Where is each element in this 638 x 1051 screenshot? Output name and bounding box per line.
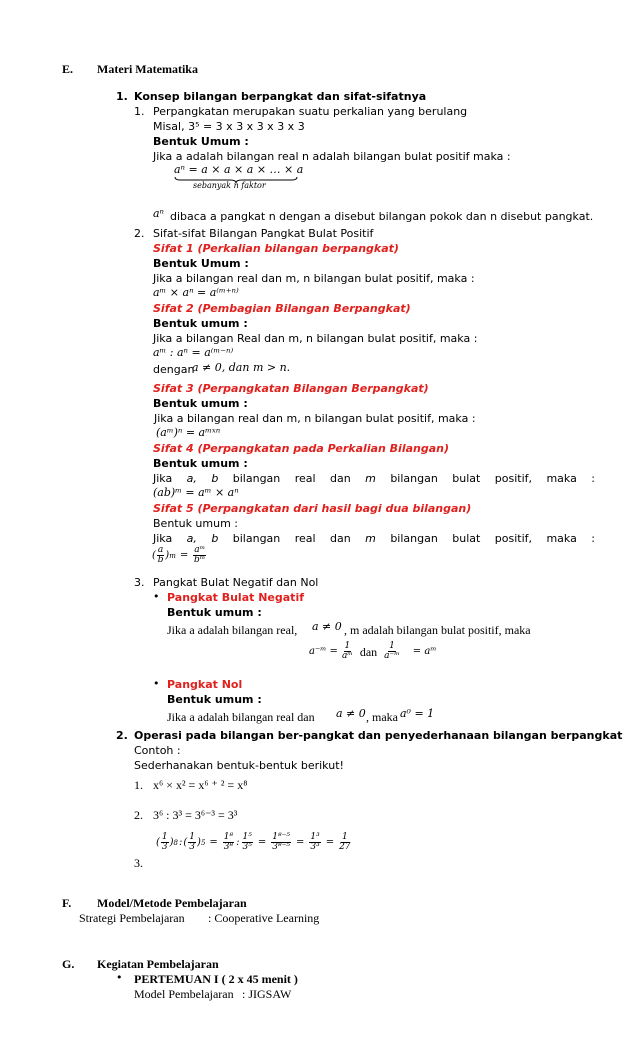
colon: : bbox=[236, 836, 240, 848]
colon: : bbox=[179, 836, 183, 848]
section-e-title: Materi Matematika bbox=[97, 62, 198, 76]
formula-rhs: = aᵐ bbox=[412, 645, 437, 657]
frac-den: bᵐ bbox=[194, 555, 206, 566]
word: positif, bbox=[494, 532, 533, 545]
item2-number: 2. bbox=[116, 729, 128, 742]
section-g-title: Kegiatan Pembelajaran bbox=[97, 957, 219, 971]
nol-formula: a⁰ = 1 bbox=[400, 707, 435, 720]
sub3-number: 3. bbox=[134, 576, 145, 589]
formula-lhs: a⁻ᵐ = bbox=[309, 645, 338, 657]
word: bilangan bbox=[390, 472, 438, 485]
word: bilangan bbox=[390, 532, 438, 545]
sub2-text: Sifat-sifat Bilangan Pangkat Bulat Positif bbox=[153, 227, 374, 240]
word: bilangan bbox=[232, 532, 281, 545]
bullet-icon: • bbox=[153, 677, 160, 690]
sifat3-desc: Jika a bilangan real dan m, n bilangan bulat positif, maka : bbox=[154, 412, 476, 425]
section-f-title: Model/Metode Pembelajaran bbox=[97, 896, 247, 910]
word: a, bbox=[186, 532, 197, 545]
frac-den: 3 bbox=[161, 842, 168, 853]
sifat5-bentuk-umum: Bentuk umum : bbox=[153, 517, 239, 530]
frac-num: 1⁸ bbox=[223, 832, 234, 842]
frac-den: aᵐ bbox=[341, 651, 353, 662]
ex3-formula: ( $\frac{1}{3}$ ) 8 : ( $\frac{1}{3}$ ) 5 = $\frac{\text{1⁸}}{\text{3⁸}}$ : $\frac{\text{1⁵}}{\text{3⁵}}$ = $\frac{\text{1⁸⁻⁵}}{\text{3⁸⁻⁵}}$ = $\frac{\text{1³}}{\text{3³}}$ = $\frac{1}{27}$ bbox=[156, 832, 351, 853]
bullet-icon: • bbox=[153, 590, 160, 603]
item1-title: Konsep bilangan berpangkat dan sifat-sifatnya bbox=[134, 90, 427, 103]
frac-num: 1³ bbox=[310, 832, 320, 842]
sub1-bentuk-umum: Bentuk Umum : bbox=[153, 135, 249, 148]
negatif-bentuk-umum: Bentuk umum : bbox=[167, 606, 262, 619]
nol-bentuk-umum: Bentuk umum : bbox=[167, 693, 262, 706]
sifat5-desc bbox=[153, 533, 595, 544]
sub1-text: Perpangkatan merupakan suatu perkalian yang berulang bbox=[153, 105, 468, 118]
frac-num: 1 bbox=[189, 832, 196, 842]
model-label: Model Pembelajaran bbox=[134, 987, 234, 1001]
frac-den: 3⁸⁻⁵ bbox=[272, 842, 290, 853]
section-f-letter: F. bbox=[62, 896, 72, 910]
nol-desc-a: Jika a adalah bilangan real dan bbox=[167, 710, 315, 724]
equals: = bbox=[209, 836, 218, 848]
word: : bbox=[591, 472, 595, 485]
sub1-formula: aⁿ = a × a × a × … × a bbox=[174, 163, 304, 176]
frac-num: 1⁵ bbox=[242, 832, 252, 842]
sifat3-title: Sifat 3 (Perpangkatan Bilangan Berpangkat) bbox=[153, 382, 429, 395]
word: m bbox=[365, 472, 376, 485]
word: dan bbox=[330, 472, 351, 485]
ex2-number: 2. bbox=[134, 808, 143, 822]
underbrace-label: sebanyak n faktor bbox=[193, 181, 266, 190]
word: dan bbox=[330, 532, 351, 545]
word: bulat bbox=[452, 532, 481, 545]
nol-title: Pangkat Nol bbox=[167, 678, 243, 691]
bullet-icon: • bbox=[116, 971, 123, 984]
item1-number: 1. bbox=[116, 90, 128, 103]
negatif-desc-a: Jika a adalah bilangan real, bbox=[167, 623, 298, 637]
frac-den: 27 bbox=[339, 842, 351, 853]
equals: = bbox=[257, 836, 267, 848]
word: maka bbox=[546, 532, 577, 545]
sifat3-formula: (aᵐ)ⁿ = aᵐˣⁿ bbox=[156, 426, 221, 439]
sub1-explanation: dibaca a pangkat n dengan a disebut bilangan pokok dan n disebut pangkat. bbox=[170, 210, 594, 223]
frac-num: aᵐ bbox=[194, 545, 206, 555]
word: real bbox=[294, 532, 316, 545]
ex1-number: 1. bbox=[134, 778, 143, 792]
sub1-desc: Jika a adalah bilangan real n adalah bilangan bulat positif maka : bbox=[153, 150, 511, 163]
word: a, bbox=[186, 472, 197, 485]
sifat1-desc: Jika a bilangan real dan m, n bilangan bulat positif, maka : bbox=[153, 272, 475, 285]
word: bulat bbox=[452, 472, 481, 485]
ex2-text: 3⁶ : 3³ = 3⁶⁻³ = 3³ bbox=[153, 808, 238, 822]
negatif-formula bbox=[309, 642, 436, 662]
sifat2-title: Sifat 2 (Pembagian Bilangan Berpangkat) bbox=[153, 302, 411, 315]
frac-den: 3³ bbox=[310, 842, 320, 853]
word: b bbox=[211, 532, 219, 545]
word: Jika bbox=[153, 532, 173, 545]
word: bilangan bbox=[232, 472, 281, 485]
sifat4-desc bbox=[153, 473, 595, 484]
word: m bbox=[365, 532, 376, 545]
word: real bbox=[294, 472, 316, 485]
frac-den: 3⁸ bbox=[223, 842, 234, 853]
negatif-desc-b: , m adalah bilangan bulat positif, maka bbox=[344, 623, 531, 637]
section-g-letter: G. bbox=[62, 957, 75, 971]
sub1-example: Misal, 3⁵ = 3 x 3 x 3 x 3 x 3 bbox=[153, 120, 305, 133]
sub3-text: Pangkat Bulat Negatif dan Nol bbox=[153, 576, 319, 589]
sifat1-bentuk-umum: Bentuk Umum : bbox=[153, 257, 249, 270]
sifat2-cond-prefix: dengan bbox=[153, 363, 195, 376]
sub1-expl-symbol: aⁿ bbox=[153, 207, 165, 220]
sifat1-formula: aᵐ × aⁿ = a⁽ᵐ⁺ⁿ⁾ bbox=[153, 286, 239, 299]
frac-num: 1⁸⁻⁵ bbox=[272, 832, 290, 842]
sifat4-bentuk-umum: Bentuk umum : bbox=[153, 457, 248, 470]
frac-num: 1 bbox=[389, 641, 395, 651]
frac-den: a⁻ᵐ bbox=[384, 651, 400, 662]
word: positif, bbox=[494, 472, 533, 485]
sifat2-formula: aᵐ : aⁿ = a⁽ᵐ⁻ⁿ⁾ bbox=[153, 346, 234, 359]
sifat4-title: Sifat 4 (Perpangkatan pada Perkalian Bilangan) bbox=[153, 442, 450, 455]
strategy-label: Strategi Pembelajaran bbox=[79, 911, 185, 925]
sifat2-bentuk-umum: Bentuk umum : bbox=[153, 317, 248, 330]
item2-instruction: Sederhanakan bentuk-bentuk berikut! bbox=[134, 759, 344, 772]
frac-num: 1 bbox=[161, 832, 168, 842]
sifat2-condition: a ≠ 0, dan m > n. bbox=[192, 361, 291, 374]
sifat5-formula: ( $\frac{a}{b}$ ) m = $\frac{\text{aᵐ}}{\text{bᵐ}}$ bbox=[152, 545, 206, 566]
negatif-title: Pangkat Bulat Negatif bbox=[167, 591, 304, 604]
meeting-title: PERTEMUAN I ( 2 x 45 menit ) bbox=[134, 972, 298, 986]
model-value: : JIGSAW bbox=[242, 987, 292, 1001]
sifat2-desc: Jika a bilangan Real dan m, n bilangan bulat positif, maka : bbox=[153, 332, 478, 345]
strategy-value: : Cooperative Learning bbox=[208, 911, 320, 925]
dan-text: dan bbox=[359, 644, 378, 659]
sifat3-bentuk-umum: Bentuk umum : bbox=[153, 397, 248, 410]
word: : bbox=[591, 532, 595, 545]
sub2-number: 2. bbox=[134, 227, 145, 240]
frac-num: 1 bbox=[341, 832, 348, 842]
item2-title: Operasi pada bilangan ber-pangkat dan penyederhanaan bilangan berpangkat bbox=[134, 729, 623, 742]
equals: = bbox=[295, 836, 305, 848]
frac-den: 3 bbox=[189, 842, 196, 853]
word: b bbox=[211, 472, 219, 485]
nol-condition: a ≠ 0 bbox=[336, 707, 366, 720]
sub1-number: 1. bbox=[134, 105, 145, 118]
item2-contoh: Contoh : bbox=[134, 744, 181, 757]
frac-den: 3⁵ bbox=[242, 842, 252, 853]
word: maka bbox=[546, 472, 577, 485]
equals: = bbox=[325, 836, 335, 848]
negatif-condition: a ≠ 0 bbox=[312, 620, 342, 633]
frac-num: a bbox=[157, 545, 164, 555]
section-e-letter: E. bbox=[62, 62, 74, 76]
frac-num: 1 bbox=[344, 641, 351, 651]
ex3-number: 3. bbox=[134, 856, 143, 870]
ex1-text: x⁶ × x² = x⁶ ⁺ ² = x⁸ bbox=[153, 778, 248, 792]
frac-den: b bbox=[157, 555, 164, 566]
sifat1-title: Sifat 1 (Perkalian bilangan berpangkat) bbox=[153, 242, 399, 255]
nol-desc-b: , maka bbox=[366, 710, 398, 724]
word: Jika bbox=[153, 472, 173, 485]
sifat5-title: Sifat 5 (Perpangkatan dari hasil bagi dua bilangan) bbox=[153, 502, 472, 515]
sifat4-formula: (ab)ᵐ = aᵐ × aⁿ bbox=[153, 486, 239, 499]
